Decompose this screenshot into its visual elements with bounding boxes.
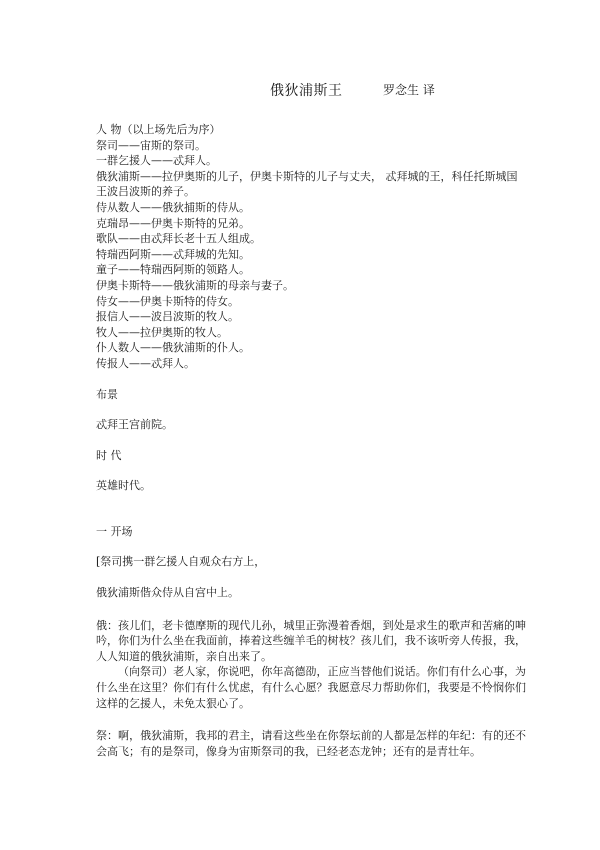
setting-heading: 布景: [96, 387, 118, 401]
stage-direction: 俄狄浦斯偕众侍从自宫中上。: [96, 586, 239, 600]
characters-heading: 人 物（以上场先后为序）: [96, 123, 221, 136]
character-entry: 克瑞昂——伊奥卡斯特的兄弟。: [96, 216, 250, 230]
era-heading: 时 代: [96, 448, 122, 462]
character-entry: 伊奥卡斯特——俄狄浦斯的母亲与妻子。: [96, 278, 294, 292]
page-title: 俄狄浦斯王: [270, 83, 343, 99]
character-entry: 俄狄浦斯——拉伊奥斯的儿子，伊奥卡斯特的儿子与丈夫， 忒拜城的王，科任托斯城国王波吕波斯的养子。: [96, 169, 518, 199]
character-entry: 侍从数人——俄狄捕斯的侍从。: [96, 200, 250, 214]
character-entry: 报信人——波吕波斯的牧人。: [96, 310, 239, 324]
character-entry: 特瑞西阿斯——忒拜城的先知。: [96, 247, 250, 261]
character-entry: 祭司——宙斯的祭司。: [96, 138, 206, 152]
character-entry: 牧人——拉伊奥斯的牧人。: [96, 325, 228, 339]
era-text: 英雄时代。: [96, 479, 151, 493]
character-entry: 一群乞援人——忒拜人。: [96, 154, 217, 168]
document-body: [96, 122, 526, 759]
character-entry: 侍女——伊奥卡斯特的侍女。: [96, 294, 239, 308]
setting-text: 忒拜王宫前院。: [96, 418, 173, 432]
speech-paragraph: 俄：孩儿们，老卡德摩斯的现代儿孙，城里正弥漫着香烟，到处是求生的歌声和苦痛的呻吟，你们为什么坐在我面前，捧着这些缠羊毛的树枝？孩儿们，我不该听旁人传报，我，人人知道的俄狄浦斯，亲自出来了。: [96, 618, 526, 663]
character-entry: 歌队——由忒拜长老十五人组成。: [96, 232, 261, 246]
character-entry: 童子——特瑞西阿斯的领路人。: [96, 263, 250, 277]
stage-direction: [祭司携一群乞援人自观众右方上，: [96, 555, 266, 569]
speech-paragraph: （向祭司）老人家，你说吧，你年高德劭，正应当替他们说话。你们有什么心事，为什么坐在这里？你们有什么忧虑，有什么心愿？我愿意尽力帮助你们，我要是不怜悯你们这样的乞援人，未免太狠心了。: [96, 665, 526, 710]
speech-paragraph: 祭：啊，俄狄浦斯，我邦的君主，请看这些坐在你祭坛前的人都是怎样的年纪：有的还不会高飞；有的是祭司，像身为宙斯祭司的我，已经老态龙钟；还有的是青壮年。: [96, 729, 526, 758]
character-entry: 传报人——忒拜人。: [96, 356, 195, 370]
scene-heading: 一 开场: [96, 524, 133, 538]
translator-credit: 罗念生 译: [383, 83, 435, 97]
title-row: [0, 80, 600, 100]
character-entry: 仆人数人——俄狄浦斯的仆人。: [96, 341, 250, 355]
